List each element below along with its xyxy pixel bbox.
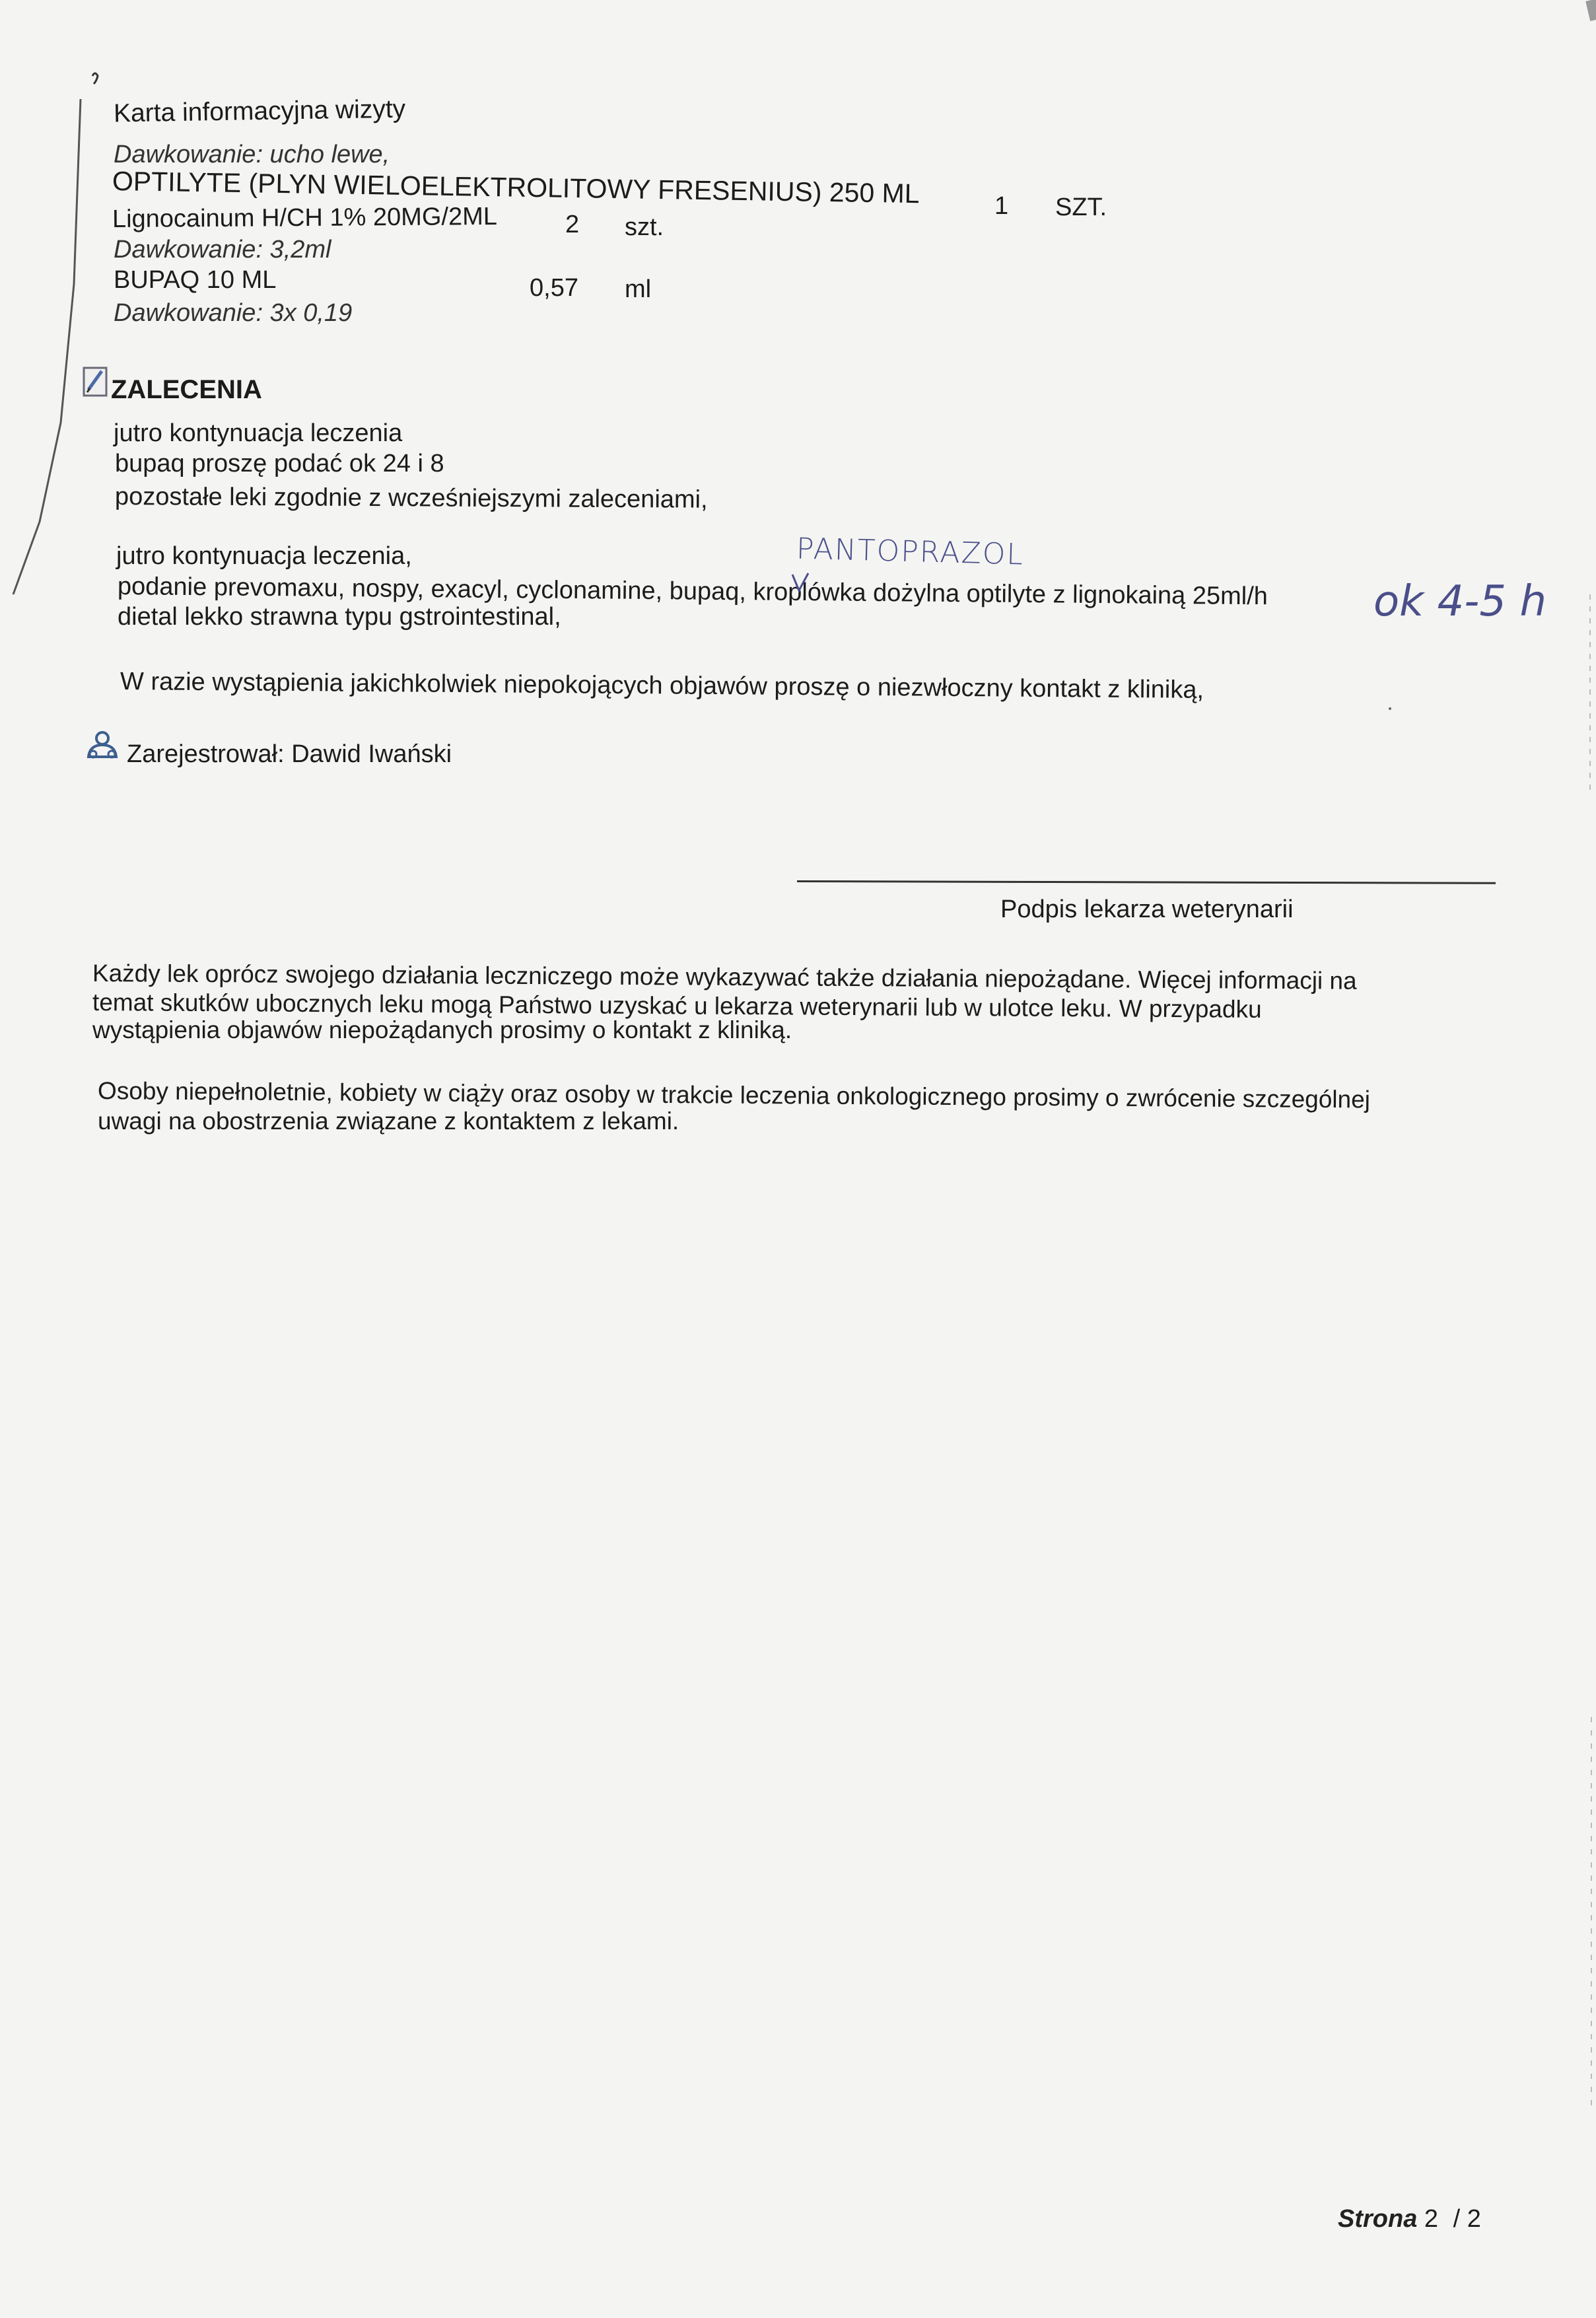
page-current: 2: [1424, 2205, 1439, 2233]
page-total: / 2: [1453, 2205, 1481, 2233]
edit-note-icon: [82, 366, 110, 398]
disclaimer-line: uwagi na obostrzenia związane z kontaktem z lekami.: [98, 1107, 679, 1135]
medication-name: Lignocainum H/CH 1% 20MG/2ML: [112, 202, 498, 233]
medication-unit: szt.: [625, 213, 664, 241]
signature-line: [797, 880, 1496, 884]
warning-text: W razie wystąpienia jakichkolwiek niepokojących objawów proszę o niezwłoczny kontakt z kliniką,: [120, 668, 1204, 704]
dosage-line: Dawkowanie: 3,2ml: [114, 236, 331, 263]
recommendation-line: dietal lekko strawna typu gstrointestinal,: [118, 603, 561, 631]
signature-caption: Podpis lekarza weterynarii: [1000, 896, 1294, 923]
medication-qty: 1: [994, 192, 1009, 220]
dosage-line: Dawkowanie: ucho lewe,: [114, 141, 390, 168]
disclaimer-line: wystąpienia objawów niepożądanych prosimy o kontakt z kliniką.: [92, 1016, 792, 1043]
document-title: Karta informacyjna wizyty: [113, 94, 406, 128]
user-icon: [86, 730, 119, 759]
section-heading: ZALECENIA: [111, 375, 262, 404]
handwritten-insert: PANTOPRAZOL: [796, 532, 1025, 572]
recommendation-line: jutro kontynuacja leczenia: [114, 419, 403, 447]
handwritten-note: ok 4-5 h: [1373, 577, 1546, 626]
recommendation-line: bupaq proszę podać ok 24 i 8: [115, 450, 444, 477]
recommendation-line: podanie prevomaxu, nospy, exacyl, cyclonamine, bupaq, kroplówka dożylna optilyte z lignokainą 25ml/h: [117, 573, 1268, 611]
disclaimer-line: Osoby niepełnoletnie, kobiety w ciąży oraz osoby w trakcie leczenia onkologicznego prosimy o zwrócenie szczególnej: [97, 1077, 1371, 1113]
medication-name: BUPAQ 10 ML: [114, 266, 277, 294]
insertion-caret: [791, 572, 811, 598]
medication-qty: 0,57: [530, 274, 578, 302]
ink-dot: [1389, 707, 1391, 710]
recommendation-line: jutro kontynuacja leczenia,: [116, 542, 412, 570]
medication-name: OPTILYTE (PLYN WIELOELEKTROLITOWY FRESENIUS) 250 ML: [112, 166, 920, 209]
page-label: Strona: [1338, 2205, 1418, 2233]
disclaimer-line: Każdy lek oprócz swojego działania leczniczego może wykazywać także działania niepożądane. Więcej informacji na: [92, 960, 1357, 995]
page-number: [1338, 2204, 1481, 2233]
recommendation-line: pozostałe leki zgodnie z wcześniejszymi zaleceniami,: [114, 483, 708, 514]
dosage-line: Dawkowanie: 3x 0,19: [114, 299, 353, 327]
medication-qty: 2: [565, 211, 580, 238]
medication-unit: ml: [625, 275, 652, 303]
disclaimer-line: temat skutków ubocznych leku mogą Państwo uzyskać u lekarza weterynarii lub w ulotce leku. W przypadku: [92, 989, 1262, 1023]
registered-by: Zarejestrował: Dawid Iwański: [127, 740, 452, 768]
medication-unit: SZT.: [1055, 193, 1107, 221]
